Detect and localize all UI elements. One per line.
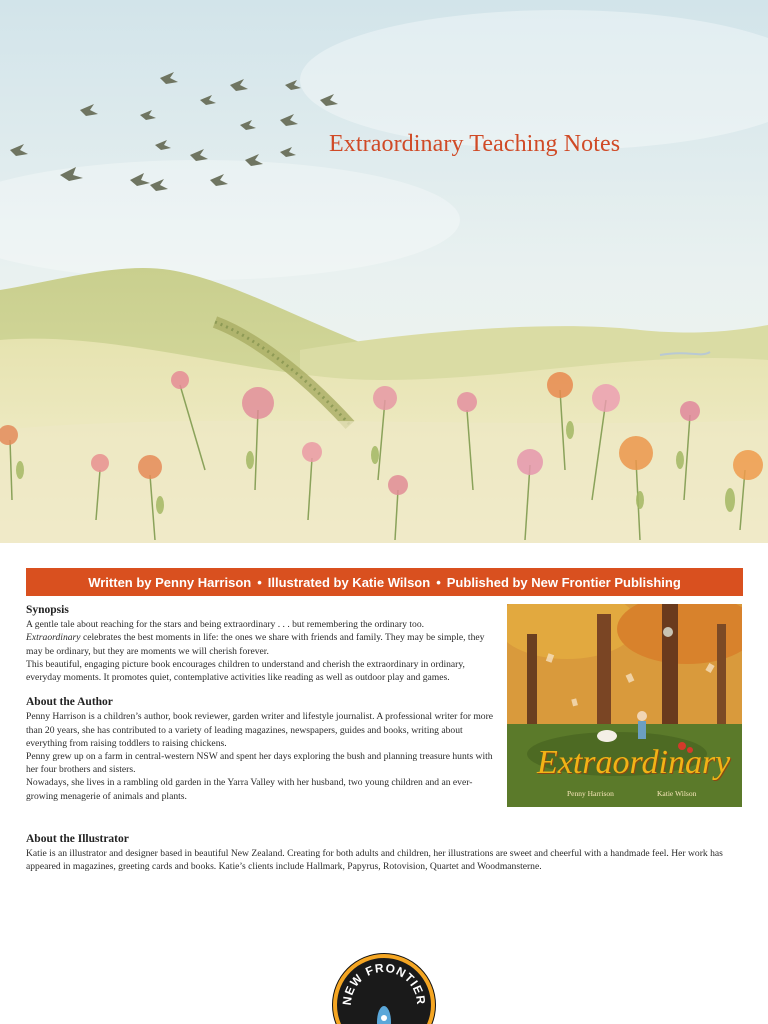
book-title-italic: Extraordinary [26,632,81,644]
author-paragraph: Penny grew up on a farm in central-western NSW and spent her days exploring the bush and planning treasure hunts with her four brothers and sisters. [26,751,493,776]
new-frontier-logo-icon [331,952,437,1024]
cover-illustrator: Katie Wilson [657,789,697,798]
credit-separator: • [257,574,262,590]
synopsis-paragraph: A gentle tale about reaching for the stars and being extraordinary . . . but remembering the ordinary too. [26,619,425,631]
synopsis-paragraph [26,631,496,657]
illustrator-section [26,833,746,874]
synopsis-paragraph: This beautiful, engaging picture book encourages children to understand and cherish the extraordinary in ordinary, everyday moments. It promotes quiet, contemplative activities like reading as well as outdoor play and games. [26,658,465,684]
publisher-logo [331,952,437,1024]
credit-separator: • [436,574,441,590]
credit-illustrated: Illustrated by Katie Wilson [267,574,431,590]
illustrator-heading: About the Illustrator [26,833,129,845]
synopsis-text: celebrates the best moments in life: the ones we share with friends and family. They may be simple, they may be ordinary, but they are moments we will cherish forever. [26,632,485,657]
cover-title: Extraordinary [537,744,731,781]
credit-published: Published by New Frontier Publishing [446,574,681,590]
text-column [26,604,496,815]
cover-author: Penny Harrison [567,789,614,798]
author-paragraph: Nowadays, she lives in a rambling old garden in the Yarra Valley with her husband, two young children and an ever-growing menagerie of animals and plants. [26,777,473,802]
page-title: Extraordinary Teaching Notes [329,131,621,157]
synopsis-section [26,604,496,684]
synopsis-heading: Synopsis [26,604,69,616]
author-section [26,696,496,803]
credits-bar [26,568,743,596]
author-heading: About the Author [26,696,113,709]
logo-text: NEW FRONTIER [339,960,429,1007]
credit-written: Written by Penny Harrison [88,574,252,590]
illustrator-paragraph: Katie is an illustrator and designer based in beautiful New Zealand. Creating for both adults and children, her illustrations are sweet and cheerful with a handmade feel. Her work has appeared in magazines, greeting cards and books. Katie’s clients include Hallmark, Papyrus, Rotovision, Quartet and Woodmansterne. [26,848,723,873]
book-cover [507,604,742,807]
author-paragraph: Penny Harrison is a children’s author, book reviewer, garden writer and lifestyle journalist. A professional writer for more than 20 years, she has contributed to a variety of leading magazines, newspapers, guides and books, writing about everything from raising toddlers to raising chickens. [26,711,494,749]
